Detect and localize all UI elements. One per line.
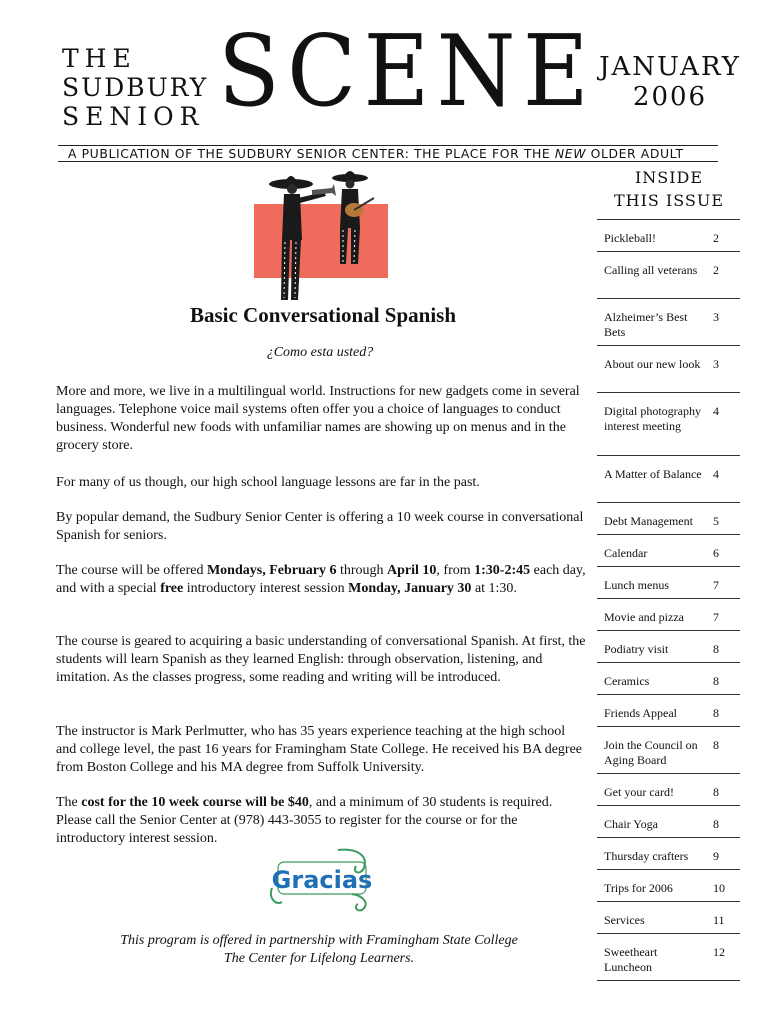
toc-item — [597, 393, 740, 456]
toc-item-title: Debt Management — [604, 514, 693, 528]
p4-free: free — [160, 581, 184, 596]
toc-item — [597, 599, 740, 631]
issue-month: JANUARY — [599, 52, 741, 82]
toc-item-page: 2 — [713, 263, 719, 277]
toc-item-page: 8 — [713, 738, 719, 752]
art-background — [254, 204, 388, 278]
p4-text-3: , from — [436, 563, 475, 578]
toc-item — [597, 934, 740, 981]
toc-item — [597, 695, 740, 727]
p7-text-2: , and a minimum of 30 students is required. Please call the Senior Center at (978) 443-3055 to register for the course or for the introductory interest session. — [56, 795, 553, 846]
closing-line-2: The Center for Lifelong Learners. — [223, 951, 415, 966]
table-of-contents — [597, 219, 740, 981]
masthead-line-sudbury: SUDBURY — [62, 73, 209, 102]
toc-item — [597, 503, 740, 535]
toc-item — [597, 252, 740, 299]
logo-vine-bottom — [352, 894, 366, 910]
logo-text: Gracias — [271, 866, 373, 894]
toc-item — [597, 774, 740, 806]
toc-item-page: 9 — [713, 849, 719, 863]
article-headline: Basic Conversational Spanish — [189, 303, 457, 327]
toc-item — [597, 456, 740, 503]
p4-session-date: Monday, January 30 — [348, 581, 472, 596]
toc-item-page: 8 — [713, 706, 719, 720]
toc-item-page: 3 — [713, 310, 719, 324]
toc-item-page: 12 — [713, 945, 725, 959]
toc-item-title: Digital photography interest meeting — [604, 404, 701, 433]
toc-item-title: Lunch menus — [604, 578, 669, 592]
toc-item — [597, 346, 740, 393]
p4-text-1: The course will be offered — [56, 563, 207, 578]
toc-item-page: 4 — [713, 467, 719, 481]
article-paragraph-1: More and more, we live in a multilingual world. Instructions for new gadgets come in several languages. Telephone voice mail systems often offer you a choice of languages to conduct business. Wonderful new foods with unfamiliar names are showing up on menus and in the grocery store. — [56, 384, 580, 453]
toc-item — [597, 727, 740, 774]
inside-title-line-2: THIS ISSUE — [613, 191, 725, 210]
toc-item-page: 4 — [713, 404, 719, 418]
toc-item-title: Join the Council on Aging Board — [604, 738, 698, 767]
inside-this-issue-title — [598, 166, 740, 212]
tagline — [68, 146, 684, 161]
p4-text-2: through — [336, 563, 388, 578]
toc-item-page: 3 — [713, 357, 719, 371]
toc-item-page: 6 — [713, 546, 719, 560]
toc-item-page: 7 — [713, 610, 719, 624]
toc-item-page: 10 — [713, 881, 725, 895]
issue-date — [586, 52, 754, 112]
masthead-scene: SCENE — [218, 15, 597, 129]
toc-item-page: 5 — [713, 514, 719, 528]
toc-item-page: 8 — [713, 785, 719, 799]
toc-item-page: 8 — [713, 642, 719, 656]
toc-item — [597, 663, 740, 695]
inside-title-line-1: INSIDE — [634, 168, 704, 187]
p4-time: 1:30-2:45 — [474, 563, 531, 578]
toc-item-page: 11 — [713, 913, 725, 927]
p4-start-date: Mondays, February 6 — [206, 563, 337, 578]
toc-item — [597, 299, 740, 346]
toc-item-page: 7 — [713, 578, 719, 592]
toc-item-title: About our new look — [604, 357, 701, 371]
toc-item-title: Calendar — [604, 546, 648, 560]
masthead-line-the: THE — [62, 44, 137, 73]
toc-item-title: Sweetheart Luncheon — [604, 945, 658, 974]
p4-text-4: each day, and with a special — [56, 563, 586, 596]
tagline-before: A PUBLICATION OF THE SUDBURY SENIOR CENTER: THE PLACE FOR THE — [68, 146, 555, 161]
p7-text-1: The — [56, 795, 82, 810]
toc-item — [597, 220, 740, 252]
toc-item-title: Trips for 2006 — [604, 881, 673, 895]
article-paragraph-4 — [56, 562, 586, 598]
toc-item-page: 8 — [713, 674, 719, 688]
toc-item-page: 2 — [713, 231, 719, 245]
masthead-line-senior: SENIOR — [62, 102, 205, 131]
closing-note — [84, 932, 554, 968]
toc-item — [597, 838, 740, 870]
toc-item-title: Podiatry visit — [604, 642, 669, 656]
toc-item — [597, 806, 740, 838]
article-paragraph-3: By popular demand, the Sudbury Senior Center is offering a 10 week course in conversational Spanish for seniors. — [56, 510, 584, 543]
toc-item — [597, 902, 740, 934]
toc-item-title: Friends Appeal — [604, 706, 677, 720]
article-paragraph-6: The instructor is Mark Perlmutter, who has 35 years experience teaching at the high school and college level, the past 16 years for Framingham State College. He received his BA degree from Boston College and his MA degree from Suffolk University. — [56, 724, 582, 775]
p4-end-date: April 10 — [387, 563, 437, 578]
toc-item-title: Services — [604, 913, 645, 927]
article-paragraph-7 — [56, 794, 586, 848]
tagline-after: OLDER ADULT — [586, 146, 684, 161]
toc-item — [597, 870, 740, 902]
article-paragraph-5: The course is geared to acquiring a basic understanding of conversational Spanish. At first, the students will learn Spanish as they learned English: through observation, listening, and imitation. As the classes progress, some reading and writing will be introduced. — [56, 634, 586, 685]
toc-item — [597, 535, 740, 567]
p7-cost: cost for the 10 week course will be $40 — [81, 795, 309, 810]
masthead-left-title — [62, 44, 208, 131]
mariachi-illustration — [254, 160, 390, 302]
issue-year: 2006 — [632, 82, 708, 112]
toc-item — [597, 567, 740, 599]
article-subhead: ¿Como esta usted? — [266, 345, 374, 360]
toc-item-title: A Matter of Balance — [604, 467, 702, 481]
toc-item — [597, 631, 740, 663]
toc-item-title: Get your card! — [604, 785, 674, 799]
toc-item-title: Alzheimer’s Best Bets — [604, 310, 688, 339]
toc-item-title: Calling all veterans — [604, 263, 698, 277]
toc-item-page: 8 — [713, 817, 719, 831]
gracias-logo — [268, 846, 378, 912]
toc-item-title: Thursday crafters — [604, 849, 689, 863]
toc-item-title: Movie and pizza — [604, 610, 684, 624]
article-paragraph-2: For many of us though, our high school language lessons are far in the past. — [56, 475, 480, 490]
p4-text-6: at 1:30. — [471, 581, 517, 596]
tagline-emphasis: NEW — [554, 146, 587, 161]
p4-text-5: introductory interest session — [183, 581, 349, 596]
toc-item-title: Ceramics — [604, 674, 650, 688]
closing-line-1: This program is offered in partnership with Framingham State College — [120, 933, 518, 948]
toc-item-title: Chair Yoga — [604, 817, 659, 831]
toc-item-title: Pickleball! — [604, 231, 656, 245]
